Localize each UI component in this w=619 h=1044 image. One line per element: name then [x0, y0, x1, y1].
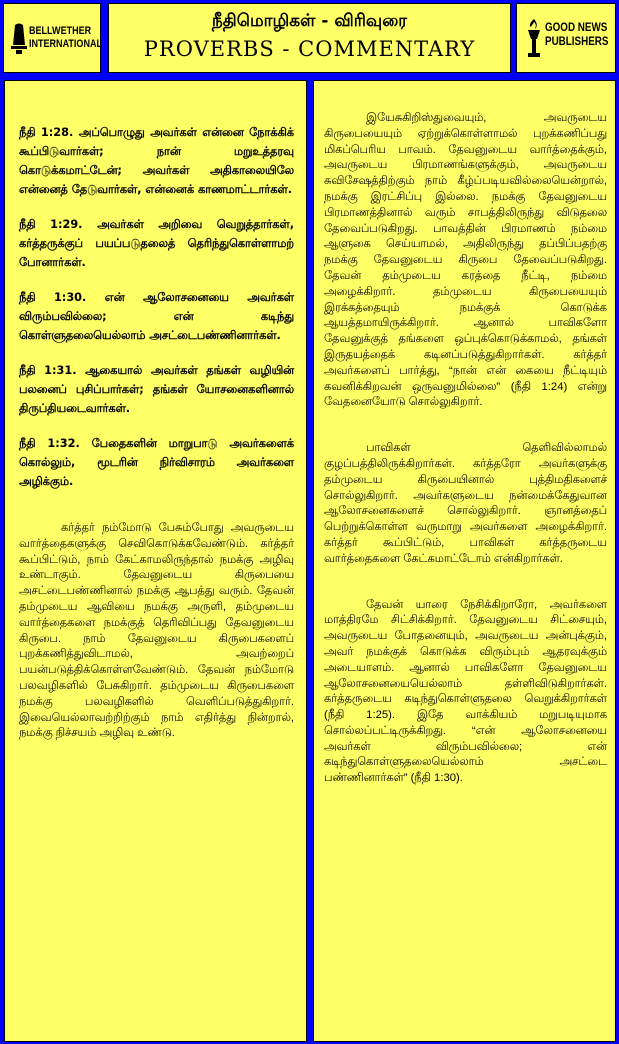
good-news-logo	[516, 3, 616, 73]
bell-logo-icon	[10, 19, 28, 55]
verse-1-31: நீதி 1:31. ஆகையால் அவர்கள் தங்கள் வழியின் பலனைப் புசிப்பார்கள்; தங்கள் யோசனைகளினால் திருப்தியடைவார்கள்.	[19, 364, 294, 415]
page-title-tamil: நீதிமொழிகள் - விரிவுரை	[211, 11, 408, 31]
header	[0, 0, 619, 78]
page-title-english: PROVERBS - COMMENTARY	[143, 37, 476, 61]
commentary-paragraph-3: தேவன் யாரை நேசிக்கிறாரோ, அவர்களை மாத்திரமே சிட்சிக்கிறார். தேவனுடைய சிட்சையும், அவருடைய போதனையும், அவருடைய அன்புக்கும், அவர் நமக்குக் கொடுக்க விரும்பும் ஆதரவுக்கும் அடையாளம். ஆனால் பாவிகளோ தேவனுடைய ஆலோசனையையெல்லாம் தள்ளிவிடுகிறார்கள். கர்த்தருடைய கடிந்துகொள்ளுதலை வெறுக்கிறார்கள் (நீதி 1:25). இதே வாக்கியம் மறுபடியுமாக சொல்லப்பட்டிருக்கிறது. “என் ஆலோசனையை அவர்கள் விரும்பவில்லை; என் கடிந்துகொள்ளுதலையெல்லாம் அசட்டை பண்ணினார்கள்” (நீதி 1:30).	[324, 598, 607, 785]
commentary-paragraph: கர்த்தர் நம்மோடு பேசும்போது அவருடைய வார்த்தைகளுக்கு செவிகொடுக்கவேண்டும். கர்த்தர் கூப்பிட்டும், நாம் கேட்காமலிருந்தால் நமக்கு அழிவு உண்டாகும். தேவனுடைய கிருபையை அசட்டைபண்ணினால் நமக்கு ஆபத்து வரும். தேவன் தம்முடைய ஆவியை நமக்கு அருளி, தம்முடைய வார்த்தைகளை நமக்குத் தெரிவிப்பது தேவனுடைய கிருபை. நாம் தேவனுடைய கிருபைகளைப் புறக்கணித்துவிடாமல், அவற்றைப் பயன்படுத்திக்கொள்ளவேண்டும். தேவன் நம்மோடு பலவழிகளில் பேசுகிறார். தம்முடைய கிருபைகளை நமக்கு பலவழிகளில் வெளிப்படுத்துகிறார். இவையெல்லாவற்றிற்கும் நாம் எதிர்த்து நின்றால், நமக்கு நிச்சயம் அழிவு உண்டு.	[19, 522, 294, 740]
commentary-paragraph-2: பாவிகள் தெளிவில்லாமல் குழப்பத்திலிருக்கிறார்கள். கர்த்தரோ அவர்களுக்கு தம்முடைய கிருபையினால் புத்திமதிகளைச் சொல்லுகிறார். அவர்களுடைய நன்மைக்கேதுவான ஆலோசனைகளைச் சொல்லுகிறார். ஞானத்தைப் பெற்றுக்கொள்ள வருமாறு அவர்களை அழைக்கிறார். கர்த்தர் கூப்பிட்டும், பாவிகள் கர்த்தருடைய வார்த்தைகளை கேட்கமாட்டோம் என்கிறார்கள்.	[324, 442, 607, 565]
bellwether-logo	[3, 3, 101, 73]
left-column	[4, 80, 307, 1042]
title-box	[108, 3, 511, 73]
commentary-paragraph-1: இயேசுகிறிஸ்துவையும், அவருடைய கிருபையையும் ஏற்றுக்கொள்ளாமல் புறக்கணிப்பது மிகப்பெரிய பாவம். தேவனுடைய வார்த்தைக்கும், அவருடைய பிரமாணங்களுக்கும், அவருடைய சுவிசேஷத்திற்கும் நாம் கீழ்ப்படியவில்லையென்றால், நமக்கு இரட்சிப்பு இல்லை. நமக்கு தேவனுடைய பிரமாணத்தினால் வரும் சாபத்திலிருந்து விடுதலை தேவைப்படுகிறது. பாவத்தின் பிரமாணம் நம்மை ஆளுகை செய்யாமல், அதிலிருந்து தப்பிப்பதற்கு நமக்கு தேவனுடைய கிருபை தேவைப்படுகிறது. தேவன் தம்முடைய கரத்தை நீட்டி, நம்மை அழைக்கிறார். தம்முடைய கிருபையையும் இரக்கத்தையும் நமக்குக் கொடுக்க ஆயத்தமாயிருக்கிறார். ஆனால் பாவிகளோ தேவனுக்குத் தங்களை ஒப்புக்கொடுக்காமல், தங்கள் இருதயத்தைக் கடினப்படுத்துகிறார்கள். கர்த்தர் அவர்களைப் பார்த்து, “நான் என் கையை நீட்டியும் கவனிக்கிறவன் ஒருவனுமில்லை” (நீதி 1:24) என்று வேதனையோடு சொல்லுகிறார்.	[324, 112, 607, 409]
verse-1-32: நீதி 1:32. பேதைகளின் மாறுபாடு அவர்களைக் கொல்லும், மூடரின் நிர்விசாரம் அவர்களை அழிக்கும்.	[19, 437, 294, 488]
torch-logo-icon	[525, 17, 543, 59]
bellwether-logo-text: BELLWETHER INTERNATIONAL	[29, 25, 102, 50]
right-column	[313, 80, 616, 1042]
verse-1-28: நீதி 1:28. அப்பொழுது அவர்கள் என்னை நோக்கிக் கூப்பிடுவார்கள்; நான் மறுஉத்தரவு கொடுக்கமாட்டேன்; அவர்கள் அதிகாலையிலே என்னைத் தேடுவார்கள், என்னைக் காணமாட்டார்கள்.	[19, 126, 294, 196]
good-news-logo-text: GOOD NEWS PUBLISHERS	[545, 20, 609, 48]
verse-1-29: நீதி 1:29. அவர்கள் அறிவை வெறுத்தார்கள், கர்த்தருக்குப் பயப்படுதலைத் தெரிந்துகொள்ளாமற் போனார்கள்.	[19, 218, 294, 269]
verse-1-30: நீதி 1:30. என் ஆலோசனையை அவர்கள் விரும்பவில்லை; என் கடிந்து கொள்ளுதலையெல்லாம் அசட்டைபண்ணினார்கள்.	[19, 291, 294, 342]
